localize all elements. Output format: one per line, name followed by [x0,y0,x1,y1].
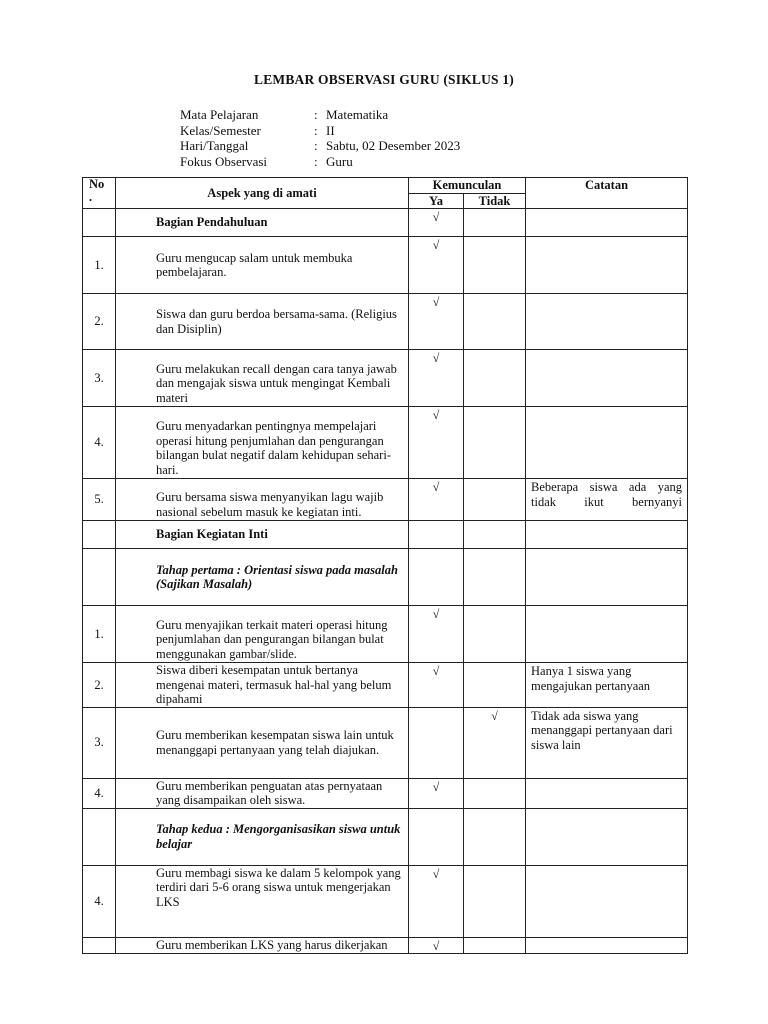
no-cell [464,209,526,237]
table-header-row [83,178,688,194]
row-number: 3. [83,707,116,778]
header-number-line2: . [89,190,93,204]
yes-cell: √ [409,209,464,237]
row-number: 4. [83,407,116,479]
info-label: Mata Pelajaran [180,107,259,122]
info-value: Guru [326,153,353,169]
note-cell [526,808,688,865]
info-row-date [180,138,460,154]
note-cell [526,937,688,954]
no-cell [464,937,526,954]
no-cell [464,549,526,606]
table-row [83,606,688,663]
row-number: 2. [83,663,116,708]
note-cell [526,663,688,708]
aspect-text: Siswa dan guru berdoa bersama-sama. (Religius dan Disiplin) [116,294,409,350]
table-row [83,479,688,521]
row-number: 3. [83,350,116,407]
row-number [83,521,116,549]
yes-cell [409,707,464,778]
row-number: 1. [83,606,116,663]
table-row [83,407,688,479]
header-no: Tidak [464,193,526,209]
no-cell: √ [464,707,526,778]
no-cell [464,407,526,479]
yes-cell: √ [409,350,464,407]
section-heading: Bagian Pendahuluan [116,209,409,237]
yes-cell: √ [409,237,464,294]
info-value: II [326,122,335,138]
table-row [83,549,688,606]
yes-cell: √ [409,865,464,937]
no-cell [464,663,526,708]
header-notes: Catatan [526,178,688,209]
yes-cell: √ [409,663,464,708]
aspect-text: Guru memberikan penguatan atas pernyataan yang disampaikan oleh siswa. [116,778,409,808]
info-separator: : [314,153,318,169]
note-cell [526,294,688,350]
no-cell [464,237,526,294]
info-separator: : [314,107,318,122]
stage-heading: Tahap pertama : Orientasi siswa pada masalah (Sajikan Masalah) [116,549,409,606]
info-value: Sabtu, 02 Desember 2023 [326,138,461,153]
note-cell [526,549,688,606]
no-cell [464,294,526,350]
no-cell [464,350,526,407]
row-number [83,209,116,237]
observation-table [82,177,688,954]
aspect-text: Guru mengucap salam untuk membuka pembelajaran. [116,237,409,294]
no-cell [464,808,526,865]
note-text: Beberapa siswa ada yang tidak ikut bernyanyi [531,480,683,509]
yes-cell: √ [409,778,464,808]
note-cell [526,707,688,778]
aspect-text: Guru bersama siswa menyanyikan lagu wajib nasional sebelum masuk ke kegiatan inti. [116,479,409,521]
table-row [83,937,688,954]
aspect-text: Guru membagi siswa ke dalam 5 kelompok yang terdiri dari 5-6 orang siswa untuk mengerjakan LKS [116,865,409,937]
table-row [83,237,688,294]
row-number: 2. [83,294,116,350]
yes-cell: √ [409,479,464,521]
info-row-subject [180,107,460,123]
info-separator: : [314,122,318,138]
info-value: Matematika [326,107,389,122]
table-row [83,808,688,865]
aspect-text: Guru melakukan recall dengan cara tanya jawab dan mengajak siswa untuk mengingat Kembali materi [116,350,409,407]
header-appearance: Kemunculan [409,178,526,194]
no-cell [464,479,526,521]
info-row-focus [180,154,460,170]
header-aspect: Aspek yang di amati [116,178,409,209]
no-cell [464,521,526,549]
table-row [83,294,688,350]
aspect-text: Guru menyadarkan pentingnya mempelajari operasi hitung penjumlahan dan pengurangan bilangan bulat negatif dalam kehidupan sehari-hari. [116,407,409,479]
aspect-text: Guru memberikan kesempatan siswa lain untuk menanggapi pertanyaan yang telah diajukan. [116,707,409,778]
header-number-line1: No [89,177,105,191]
table-row [83,521,688,549]
aspect-text: Guru menyajikan terkait materi operasi hitung penjumlahan dan pengurangan bilangan bulat menggunakan gambar/slide. [116,606,409,663]
note-cell [526,407,688,479]
info-label: Fokus Observasi [180,153,268,169]
info-label: Hari/Tanggal [180,138,249,153]
table-row [83,778,688,808]
header-number [83,178,116,209]
yes-cell [409,521,464,549]
yes-cell [409,549,464,606]
row-number [83,549,116,606]
note-cell [526,479,688,521]
note-text: Tidak ada siswa yang menanggapi pertanyaan dari siswa lain [531,708,673,752]
row-number: 4. [83,865,116,937]
stage-heading: Tahap kedua : Mengorganisasikan siswa untuk belajar [116,808,409,865]
note-cell [526,350,688,407]
note-cell [526,237,688,294]
row-number: 4. [83,778,116,808]
info-row-class [180,123,460,139]
info-separator: : [314,138,318,153]
yes-cell [409,808,464,865]
table-row [83,350,688,407]
yes-cell: √ [409,937,464,954]
row-number: 5. [83,479,116,521]
note-cell [526,209,688,237]
row-number: 1. [83,237,116,294]
table-row [83,865,688,937]
aspect-text: Guru memberikan LKS yang harus dikerjakan [116,937,409,954]
no-cell [464,865,526,937]
note-cell [526,778,688,808]
no-cell [464,606,526,663]
table-row [83,209,688,237]
header-yes: Ya [409,193,464,209]
note-text: Hanya 1 siswa yang mengajukan pertanyaan [531,664,651,693]
table-row [83,707,688,778]
yes-cell: √ [409,606,464,663]
yes-cell: √ [409,294,464,350]
info-block [180,107,460,169]
row-number [83,808,116,865]
section-heading: Bagian Kegiatan Inti [116,521,409,549]
row-number [83,937,116,954]
table-row [83,663,688,708]
note-cell [526,865,688,937]
yes-cell: √ [409,407,464,479]
note-cell [526,606,688,663]
document-title: LEMBAR OBSERVASI GURU (SIKLUS 1) [254,72,514,87]
aspect-text: Siswa diberi kesempatan untuk bertanya mengenai materi, termasuk hal-hal yang belum dipahami [116,663,409,708]
no-cell [464,778,526,808]
note-cell [526,521,688,549]
info-label: Kelas/Semester [180,122,261,138]
